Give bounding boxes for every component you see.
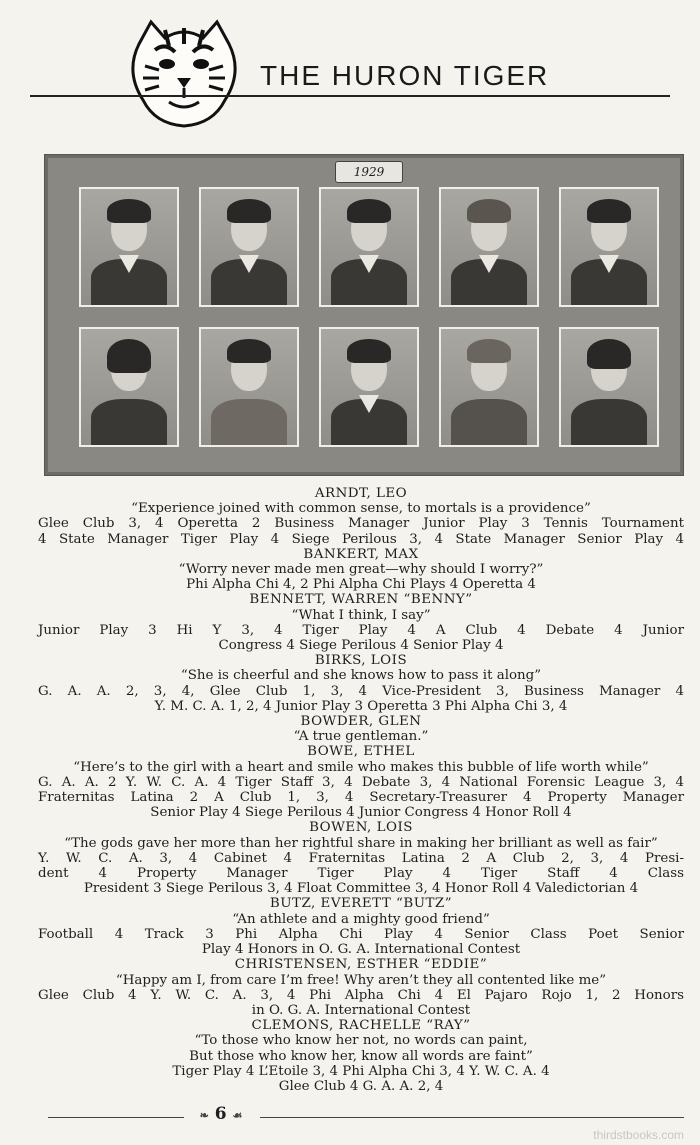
student-name: BOWDER, GLEN	[300, 714, 422, 730]
student-quote: “Worry never made men great—why should I worry?”	[178, 562, 544, 578]
student-quote: “Experience joined with common sense, to mortals is a providence”	[131, 501, 591, 517]
activities-line: President 3 Siege Perilous 3, 4 Float Committee 3, 4 Honor Roll 4 Valedictorian 4	[83, 881, 639, 897]
activities-line: Play 4 Honors in O. G. A. International Contest	[201, 942, 521, 958]
student-name: BOWEN, LOIS	[309, 820, 413, 836]
year-banner: 1929	[335, 161, 403, 183]
student-quote: “The gods gave her more than her rightful share in making her brilliant as well as fair”	[64, 835, 658, 851]
student-name: BIRKS, LOIS	[314, 653, 408, 669]
portrait-photo	[559, 327, 659, 447]
student-quote: But those who know her, know all words are faint”	[189, 1048, 533, 1064]
activities-line: Glee Club 4 G. A. A. 2, 4	[278, 1078, 444, 1094]
activities-line: Fraternitas Latina 2 A Club 1, 3, 4 Secretary-Treasurer 4 Property Manager	[38, 790, 684, 806]
footer-rule-right	[260, 1117, 684, 1118]
activities-line: Senior Play 4 Siege Perilous 4 Junior Congress 4 Honor Roll 4	[150, 805, 572, 821]
activities-line: 4 State Manager Tiger Play 4 Siege Perilous 3, 4 State Manager Senior Play 4	[38, 531, 684, 547]
source-watermark: thirdstbooks.com	[593, 1128, 684, 1142]
portrait-photo	[319, 187, 419, 307]
student-quote: “An athlete and a mighty good friend”	[232, 911, 490, 927]
student-quote: “She is cheerful and she knows how to pass it along”	[180, 668, 542, 684]
activities-line: in O. G. A. International Contest	[251, 1002, 471, 1018]
student-quote: “A true gentleman.”	[293, 729, 429, 745]
portrait-photo	[199, 327, 299, 447]
portrait-photo	[199, 187, 299, 307]
student-quote: “What I think, I say”	[291, 607, 431, 623]
student-name: CHRISTENSEN, ESTHER “EDDIE”	[234, 957, 488, 973]
ornament-left-icon: ❧	[199, 1109, 209, 1122]
portrait-photo	[79, 327, 179, 447]
student-name: ARNDT, LEO	[314, 486, 408, 501]
activities-line: Congress 4 Siege Perilous 4 Senior Play 4	[218, 638, 504, 654]
page-header	[0, 0, 700, 140]
portrait-photo	[79, 187, 179, 307]
activities-line: Y. W. C. A. 3, 4 Cabinet 4 Fraternitas Latina 2 A Club 2, 3, 4 Presi-	[38, 850, 684, 866]
activities-line: Phi Alpha Chi 4, 2 Phi Alpha Chi Plays 4 Operetta 4	[186, 577, 536, 593]
footer-rule-left	[48, 1117, 184, 1118]
photo-panel	[44, 154, 684, 476]
student-name: BUTZ, EVERETT “BUTZ”	[269, 896, 453, 912]
activities-line: dent 4 Property Manager Tiger Play 4 Tiger Staff 4 Class	[38, 866, 684, 882]
page-number: 6	[214, 1104, 227, 1124]
student-quote: “Here’s to the girl with a heart and smile who makes this bubble of life worth while”	[73, 759, 649, 775]
student-name: BENNETT, WARREN “BENNY”	[249, 592, 473, 608]
activities-line: Tiger Play 4 L’Etoile 3, 4 Phi Alpha Chi 3, 4 Y. W. C. A. 4	[172, 1063, 550, 1079]
activities-line: Glee Club 3, 4 Operetta 2 Business Manager Junior Play 3 Tennis Tournament	[38, 516, 684, 532]
tiger-head-icon	[125, 16, 243, 128]
page-number-group	[176, 1104, 266, 1124]
portrait-photo	[559, 187, 659, 307]
portrait-photo	[439, 327, 539, 447]
student-listings	[38, 486, 684, 1094]
student-name: BOWE, ETHEL	[307, 744, 415, 760]
activities-line: Junior Play 3 Hi Y 3, 4 Tiger Play 4 A Club 4 Debate 4 Junior	[38, 622, 684, 638]
header-rule	[30, 95, 670, 97]
portrait-photo	[319, 327, 419, 447]
student-quote: “Happy am I, from care I’m free! Why aren’t they all contented like me”	[115, 972, 607, 988]
activities-line: G. A. A. 2 Y. W. C. A. 4 Tiger Staff 3, 4 Debate 3, 4 National Forensic League 3, 4	[38, 774, 684, 790]
page-title: THE HURON TIGER	[260, 60, 550, 91]
activities-line: Glee Club 4 Y. W. C. A. 3, 4 Phi Alpha Chi 4 El Pajaro Rojo 1, 2 Honors	[38, 987, 684, 1003]
student-name: BANKERT, MAX	[303, 546, 419, 562]
activities-line: Football 4 Track 3 Phi Alpha Chi Play 4 Senior Class Poet Senior	[38, 926, 684, 942]
activities-line: Y. M. C. A. 1, 2, 4 Junior Play 3 Operetta 3 Phi Alpha Chi 3, 4	[154, 698, 568, 714]
page-footer	[0, 1100, 700, 1130]
activities-line: G. A. A. 2, 3, 4, Glee Club 1, 3, 4 Vice-President 3, Business Manager 4	[38, 683, 684, 699]
student-name: CLEMONS, RACHELLE “RAY”	[251, 1018, 471, 1034]
portrait-photo	[439, 187, 539, 307]
student-quote: “To those who know her not, no words can paint,	[194, 1033, 528, 1049]
ornament-right-icon: ☙	[232, 1109, 243, 1122]
